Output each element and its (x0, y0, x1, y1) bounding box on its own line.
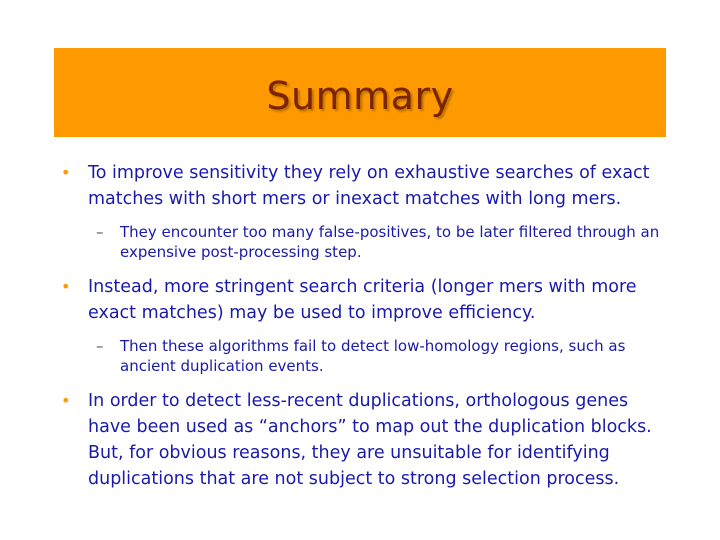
bullet-marker-icon: • (61, 391, 71, 410)
bullet-item (54, 388, 666, 492)
sub-bullet-text: They encounter too many false-positives, to be later filtered through an expensive post-processing step. (120, 223, 660, 261)
title-band (54, 48, 666, 137)
bullet-marker-icon: • (61, 277, 71, 296)
bullet-text: Instead, more stringent search criteria (longer mers with more exact matches) may be used to improve efficiency. (88, 277, 637, 323)
bullet-text: In order to detect less-recent duplications, orthologous genes have been used as “anchors” to map out the duplication blocks. But, for obvious reasons, they are unsuitable for identifying duplications that are not subject to strong selection process. (88, 391, 652, 489)
dash-marker-icon: – (96, 337, 104, 355)
bullet-marker-icon: • (61, 163, 71, 182)
sub-bullet-text: Then these algorithms fail to detect low-homology regions, such as ancient duplication events. (120, 337, 626, 375)
sub-bullet-item (54, 336, 666, 376)
slide-content (54, 160, 666, 492)
bullet-item (54, 160, 666, 212)
slide-title: Summary (266, 74, 454, 118)
dash-marker-icon: – (96, 223, 104, 241)
sub-bullet-item (54, 222, 666, 262)
bullet-text: To improve sensitivity they rely on exhaustive searches of exact matches with short mers or inexact matches with long mers. (88, 163, 650, 209)
bullet-item (54, 274, 666, 326)
